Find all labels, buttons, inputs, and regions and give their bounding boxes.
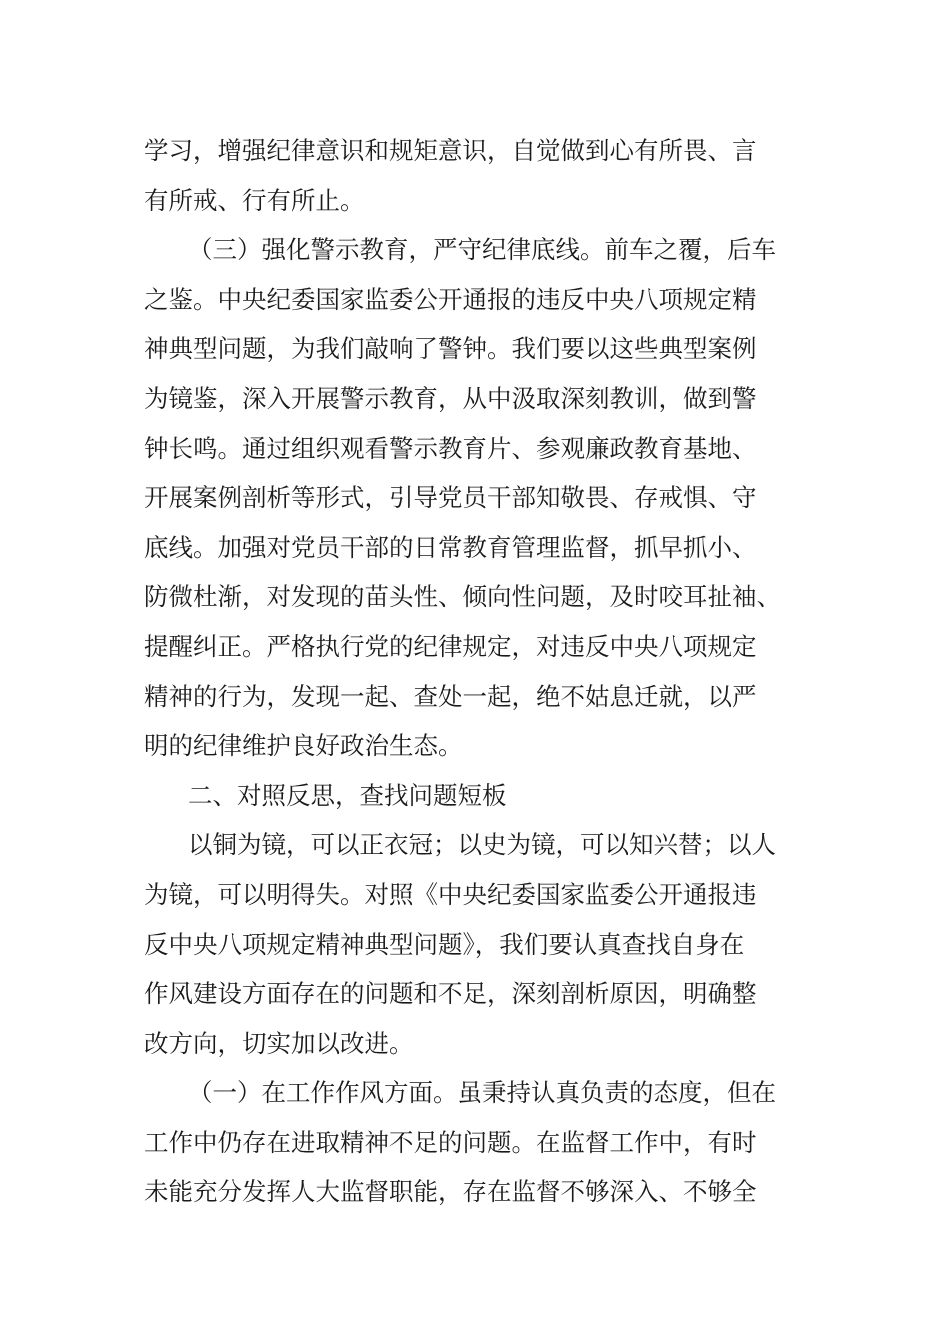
heading-text: 二、对照反思，查找问题短板: [188, 780, 507, 810]
text-line-first: 以铜为镜，可以正衣冠；以史为镜，可以知兴替；以人: [188, 830, 776, 860]
text-line: 神典型问题，为我们敲响了警钟。我们要以这些典型案例: [144, 334, 757, 364]
text-line: 提醒纠正。严格执行党的纪律规定，对违反中央八项规定: [144, 631, 757, 661]
text-line: 钟长鸣。通过组织观看警示教育片、参观廉政教育基地、: [144, 433, 757, 463]
text-line: 反中央八项规定精神典型问题》，我们要认真查找自身在: [144, 929, 745, 959]
text-line: 作风建设方面存在的问题和不足，深刻剖析原因，明确整: [144, 979, 757, 1009]
document-body: [144, 126, 824, 1217]
text-line: 未能充分发挥人大监督职能，存在监督不够深入、不够全: [144, 1177, 757, 1207]
paragraph-mirror: [144, 820, 824, 1068]
text-line: 精神的行为，发现一起、查处一起，绝不姑息迁就，以严: [144, 681, 757, 711]
text-line: 底线。加强对党员干部的日常教育管理监督，抓早抓小、: [144, 532, 757, 562]
text-line: 工作中仍存在进取精神不足的问题。在监督工作中，有时: [144, 1127, 757, 1157]
text-line: 开展案例剖析等形式，引导党员干部知敬畏、存戒惧、守: [144, 483, 757, 513]
text-line: 有所戒、行有所止。: [144, 185, 365, 215]
section-heading-two: [144, 771, 824, 821]
text-line: 之鉴。中央纪委国家监委公开通报的违反中央八项规定精: [144, 284, 757, 314]
paragraph-section-three: [144, 225, 824, 771]
text-line: 学习，增强纪律意识和规矩意识，自觉做到心有所畏、言: [144, 136, 757, 165]
text-line: 为镜，可以明得失。对照《中央纪委国家监委公开通报违: [144, 879, 757, 909]
text-line-first: （三）强化警示教育，严守纪律底线。前车之覆，后车: [188, 235, 776, 265]
text-line: 改方向，切实加以改进。: [144, 1028, 414, 1058]
text-line-first: （一）在工作作风方面。虽秉持认真负责的态度，但在: [188, 1078, 776, 1108]
text-line: 防微杜渐，对发现的苗头性、倾向性问题，及时咬耳扯袖、: [144, 582, 781, 612]
paragraph-continuation: [144, 126, 824, 225]
text-line: 明的纪律维护良好政治生态。: [144, 731, 463, 761]
text-line: 为镜鉴，深入开展警示教育，从中汲取深刻教训，做到警: [144, 383, 757, 413]
paragraph-section-one: [144, 1068, 824, 1217]
